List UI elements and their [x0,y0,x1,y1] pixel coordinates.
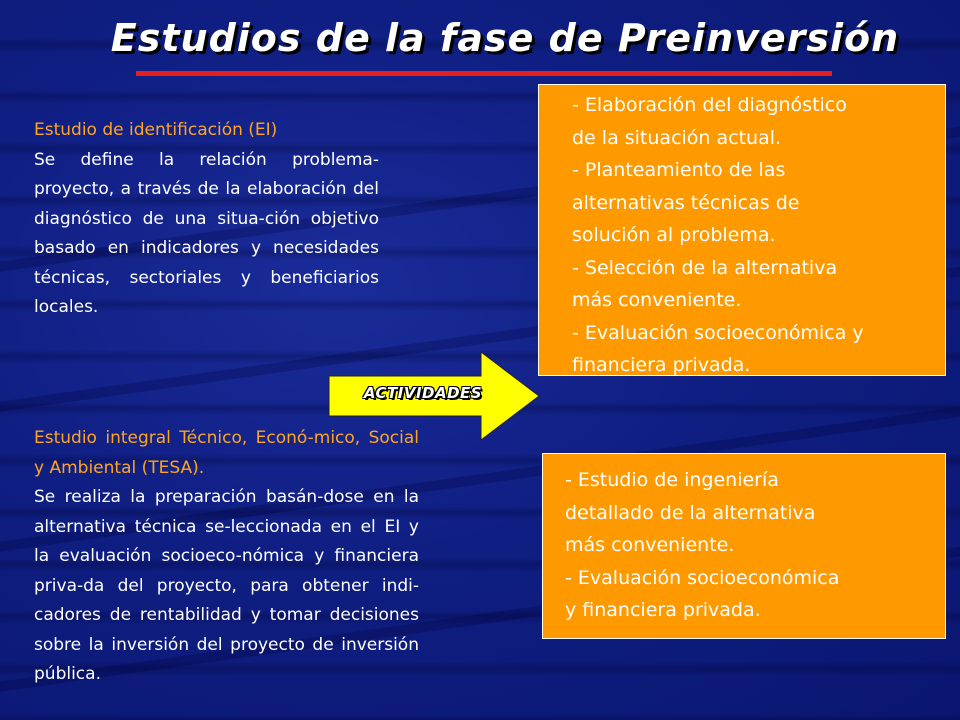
activity-line: solución al problema. [572,224,776,246]
activity-line: - Evaluación socioeconómica [565,566,840,589]
activity-line: - Planteamiento de las [572,159,786,181]
title-underline [136,71,832,76]
study-tesa-body: Se realiza la preparación basán-dose en la alternativa técnica se-leccionada en el EI y la evaluación socioeco-nómica y financiera priva-da del proyecto, para obtener indi-cadores de rentabilidad y tomar decisiones sobre la inversión del proyecto de inversión pública. [34,487,419,684]
study-identification-heading: Estudio de identificación (EI) [34,120,278,140]
study-identification [34,116,379,323]
activity-line: más conveniente. [565,534,735,556]
activity-line: detallado de la alternativa [565,501,816,524]
activities-label: ACTIVIDADES [363,384,483,402]
activities-box-tesa [542,453,946,639]
activity-line: y financiera privada. [565,599,761,621]
activity-line: - Evaluación socioeconómica y [572,321,864,344]
activity-line: de la situación actual. [572,126,782,149]
activity-line: financiera privada. [572,354,751,376]
activity-line: - Estudio de ingeniería [565,469,779,491]
activity-line: más conveniente. [572,289,742,311]
study-tesa-heading: Estudio integral Técnico, Econó-mico, Social y Ambiental (TESA). [34,428,419,478]
activity-line: alternativas técnicas de [572,191,800,214]
activity-line: - Selección de la alternativa [572,256,838,279]
study-tesa [34,424,419,690]
activity-line: - Elaboración del diagnóstico [572,94,847,116]
activities-box-ei [538,84,946,376]
study-identification-body: Se define la relación problema-proyecto, a través de la elaboración del diagnóstico de una situa-ción objetivo basado en indicadores y necesidades técnicas, sectoriales y beneficiarios locales. [34,149,379,317]
slide-title: Estudios de la fase de Preinversión [110,16,900,60]
